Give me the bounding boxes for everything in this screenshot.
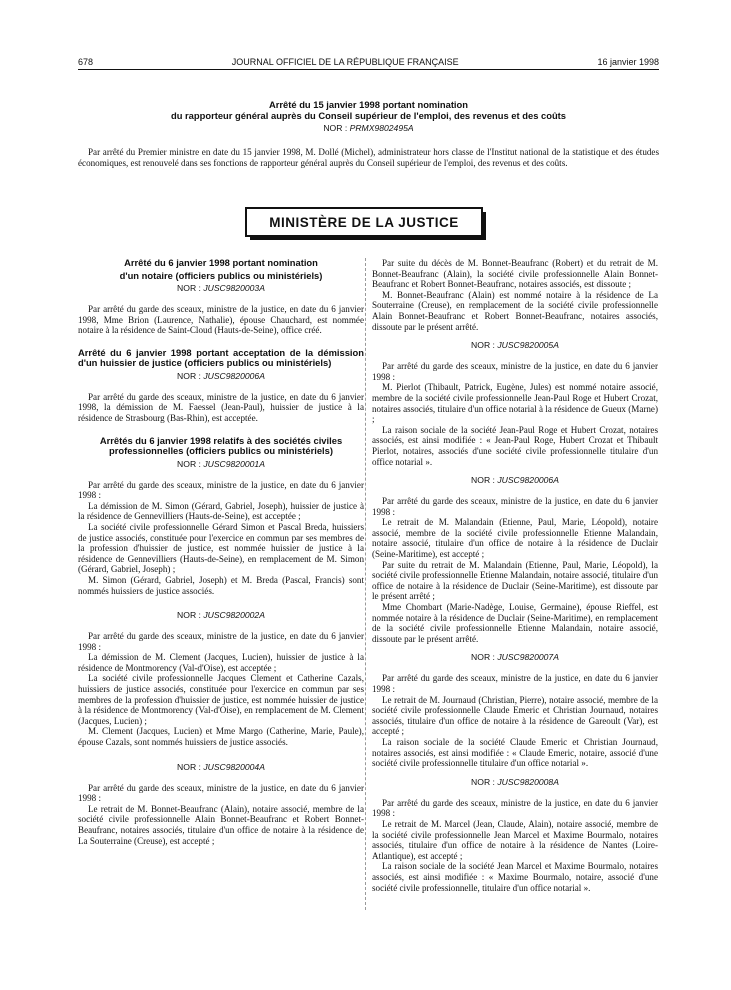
nor-label: NOR : [177, 283, 201, 293]
arrete-2-title: Arrêté du 6 janvier 1998 portant acceptation de la démission d'un huissier de justice (officiers publics ou ministériels) [78, 346, 364, 369]
right-5-para-3: La raison sociale de la société Jean Marcel et Maxime Bourmalo, notaires associés, est ainsi modifiée : « Maxime Bourmalo, notaire, associé d'une société civile professionnelle, titulaire d'un office notarial ». [372, 861, 658, 893]
nor-code: JUSC9820006A [497, 475, 559, 486]
arrete-3-para-2: La démission de M. Simon (Gérard, Gabriel, Joseph), huissier de justice à la résidence de Gennevilliers (Hauts-de-Seine), est acceptée ; [78, 500, 364, 522]
right-3-para-1: Par arrêté du garde des sceaux, ministre de la justice, en date du 6 janvier 1998 : [372, 496, 658, 517]
column-divider [365, 258, 366, 910]
right-2-para-2: M. Pierlot (Thibault, Patrick, Eugène, Jules) est nommé notaire associé, membre de la société civile professionnelle Jean-Paul Roge et Hubert Crozat, notaires associés, titulaire d'un office notarial à la résidence de Gueux (Marne) ; [372, 382, 658, 425]
right-2-nor [372, 340, 658, 351]
nor-code: JUSC9820003A [203, 283, 265, 293]
top-text: Par arrêté du Premier ministre en date du 15 janvier 1998, M. Dollé (Michel), administrateur hors classe de l'Institut national de la statistique et des études économiques, est renouvelé dans ses fonctions de rapporteur général auprès du Conseil supérieur de l'emploi, des revenus et des coûts. [78, 147, 659, 168]
right-4-para-3: La raison sociale de la société Claude Emeric et Christian Journaud, notaires associés, est ainsi modifiée : « Claude Emeric, notaire, associé d'une société civile professionnelle titulaire d'un office notarial ». [372, 736, 658, 769]
nor-code: JUSC9820008A [497, 776, 559, 787]
nor-label: NOR : [471, 475, 495, 486]
right-4-para-1: Par arrêté du garde des sceaux, ministre de la justice, en date du 6 janvier 1998 : [372, 673, 658, 694]
right-3-para-3: Par suite du retrait de M. Malandain (Etienne, Paul, Marie, Léopold), la société civile professionnelle Etienne Malandain, notaire associé, titulaire d'un office de notaire à la résidence de Duclair (Seine-Maritime), est dissoute par le présent arrêté ; [372, 559, 658, 602]
nor-label: NOR : [177, 761, 201, 772]
arrete-3-para-4: M. Simon (Gérard, Gabriel, Joseph) et M. Breda (Pascal, Francis) sont nommés huissiers de justice associés. [78, 574, 364, 596]
arrete-5-para-2: Le retrait de M. Bonnet-Beaufranc (Alain), notaire associé, membre de la société civile professionnelle Alain Bonnet-Beaufranc et Robert Bonnet-Beaufranc, notaires associés, titulaire d'un office de notaire à la résidence de La Souterraine (Creuse), est accepté ; [78, 803, 364, 846]
arrete-3-para-3: La société civile professionnelle Gérard Simon et Pascal Breda, huissiers de justice associés, constituée pour l'exercice en commun par ses membres de la profession d'huissier de justice, est nommée huissier de justice à la résidence de Gennevilliers (Hauts-de-Seine), en remplacement de M. Simon (Gérard, Gabriel, Joseph) ; [78, 521, 364, 575]
nor-code: JUSC9820002A [203, 610, 265, 621]
arrete-4-nor [78, 610, 364, 621]
right-5-para-2: Le retrait de M. Marcel (Jean, Claude, Alain), notaire associé, membre de la société civile professionnelle Jean Marcel et Maxime Bourmalo, notaires associés, titulaire d'un office de notaire à la résidence de Nantes (Loire-Atlantique), est accepté ; [372, 818, 658, 861]
arrete-4-para-4: M. Clement (Jacques, Lucien) et Mme Margo (Catherine, Marie, Paule), épouse Cazals, sont nommés huissiers de justice associés. [78, 726, 364, 748]
issue-date: 16 janvier 1998 [597, 57, 659, 67]
arrete-5-para-1: Par arrêté du garde des sceaux, ministre de la justice, en date du 6 janvier 1998 : [78, 782, 364, 804]
right-1-para-2: M. Bonnet-Beaufranc (Alain) est nommé notaire à la résidence de La Souterraine (Creuse), en remplacement de la société civile professionnelle Alain Bonnet-Beaufranc et Robert Bonnet-Beaufranc, notaires associés, dissoute par le présent arrêté. [372, 289, 658, 332]
nor-label: NOR : [471, 652, 495, 663]
nor-code: JUSC9820006A [203, 370, 265, 381]
nor-label: NOR : [471, 340, 495, 351]
right-3-para-4: Mme Chombart (Marie-Nadège, Louise, Germaine), épouse Rieffel, est nommée notaire à la résidence de Duclair (Seine-Maritime), en remplacement de la société civile professionnelle Etienne Malandain, notaire associé, dissoute par le présent arrêté. [372, 602, 658, 644]
arrete-1-nor [78, 283, 364, 294]
arrete-4-para-1: Par arrêté du garde des sceaux, ministre de la justice, en date du 6 janvier 1998 : [78, 631, 364, 652]
right-3-nor [372, 475, 658, 486]
journal-title: JOURNAL OFFICIEL DE LA RÉPUBLIQUE FRANÇAISE [231, 57, 459, 67]
top-nor [78, 123, 659, 134]
right-4-para-2: Le retrait de M. Journaud (Christian, Pierre), notaire associé, membre de la société civile professionnelle Claude Emeric et Christian Journaud, notaires associés, titulaire d'un office de notaire à la résidence de Gareoult (Var), est accepté ; [372, 694, 658, 737]
arrete-4-para-3: La société civile professionnelle Jacques Clement et Catherine Cazals, huissiers de justice associés, constituée pour l'exercice en commun par ses membres de la profession d'huissier de justice, est nommée huissier de justice à la résidence de Montmorency (Val-d'Oise), en remplacement de M. Clement (Jacques, Lucien) ; [78, 673, 364, 726]
arrete-3-nor [78, 459, 364, 470]
left-column [78, 258, 364, 846]
nor-label: NOR : [471, 776, 495, 787]
right-4-nor [372, 652, 658, 663]
arrete-1-title-line-2: d'un notaire (officiers publics ou ministériels) [119, 269, 323, 281]
top-title-line-1: Arrêté du 15 janvier 1998 portant nomination [268, 99, 468, 110]
right-1-para-1: Par suite du décès de M. Bonnet-Beaufranc (Robert) et du retrait de M. Bonnet-Beaufranc (Alain), la société civile professionnelle Alain Bonnet-Beaufranc et Robert Bonnet-Beaufranc, notaires associés, est dissoute ; [372, 258, 658, 290]
arrete-2-nor [78, 371, 364, 382]
nor-code: JUSC9820007A [497, 652, 559, 663]
nor-label: NOR : [177, 370, 201, 381]
nor-code: JUSC9820001A [203, 458, 265, 469]
nor-code: JUSC9820005A [497, 340, 559, 351]
page-number: 678 [78, 57, 94, 67]
top-title-line-2: du rapporteur général auprès du Conseil supérieur de l'emploi, des revenus et des coûts [170, 109, 567, 121]
top-arrete [78, 100, 659, 144]
right-2-para-3: La raison sociale de la société Jean-Paul Roge et Hubert Crozat, notaires associés, est ainsi modifiée : « Jean-Paul Roge, Hubert Crozat et Thibault Pierlot, notaires, associés d'une société civile professionnelle titulaire d'un office notarial ». [372, 424, 658, 467]
arrete-4-para-2: La démission de M. Clement (Jacques, Lucien), huissier de justice à la résidence de Montmorency (Val-d'Oise), est acceptée ; [78, 652, 364, 673]
nor-label: NOR : [177, 610, 201, 621]
running-header [78, 53, 659, 67]
right-5-para-1: Par arrêté du garde des sceaux, ministre de la justice, en date du 6 janvier 1998 : [372, 797, 658, 819]
arrete-2-text: Par arrêté du garde des sceaux, ministre de la justice, en date du 6 janvier 1998, la démission de M. Faessel (Jean-Paul), huissier de justice à la résidence de Strasbourg (Bas-Rhin), est acceptée. [78, 391, 364, 423]
arrete-1-text: Par arrêté du garde des sceaux, ministre de la justice, en date du 6 janvier 1998, Mme Brion (Laurence, Nathalie), épouse Chauchard, est nommée notaire à la résidence de Saint-Cloud (Hauts-de-Seine), office créé. [78, 304, 364, 336]
right-column [372, 258, 658, 893]
arrete-3-para-1: Par arrêté du garde des sceaux, ministre de la justice, en date du 6 janvier 1998 : [78, 479, 364, 501]
nor-code: PRMX9802495A [349, 123, 414, 133]
nor-code: JUSC9820004A [203, 761, 265, 772]
right-5-nor [372, 777, 658, 788]
ministry-heading: MINISTÈRE DE LA JUSTICE [245, 207, 483, 237]
right-3-para-2: Le retrait de M. Malandain (Etienne, Paul, Marie, Léopold), notaire associé, membre de la société civile professionnelle Etienne Malandain, notaire associé, titulaire d'un office de notaire à la résidence de Duclair (Seine-Maritime), est accepté ; [372, 517, 658, 560]
arrete-3-title: Arrêtés du 6 janvier 1998 relatifs à des sociétés civiles professionnelles (officiers publics ou ministériels) [99, 434, 343, 457]
arrete-1-title-line-1: Arrêté du 6 janvier 1998 portant nomination [124, 257, 318, 268]
right-2-para-1: Par arrêté du garde des sceaux, ministre de la justice, en date du 6 janvier 1998 : [372, 361, 658, 382]
header-rule [78, 69, 659, 70]
nor-label: NOR : [323, 123, 348, 133]
arrete-5-nor [78, 762, 364, 773]
nor-label: NOR : [177, 458, 201, 469]
